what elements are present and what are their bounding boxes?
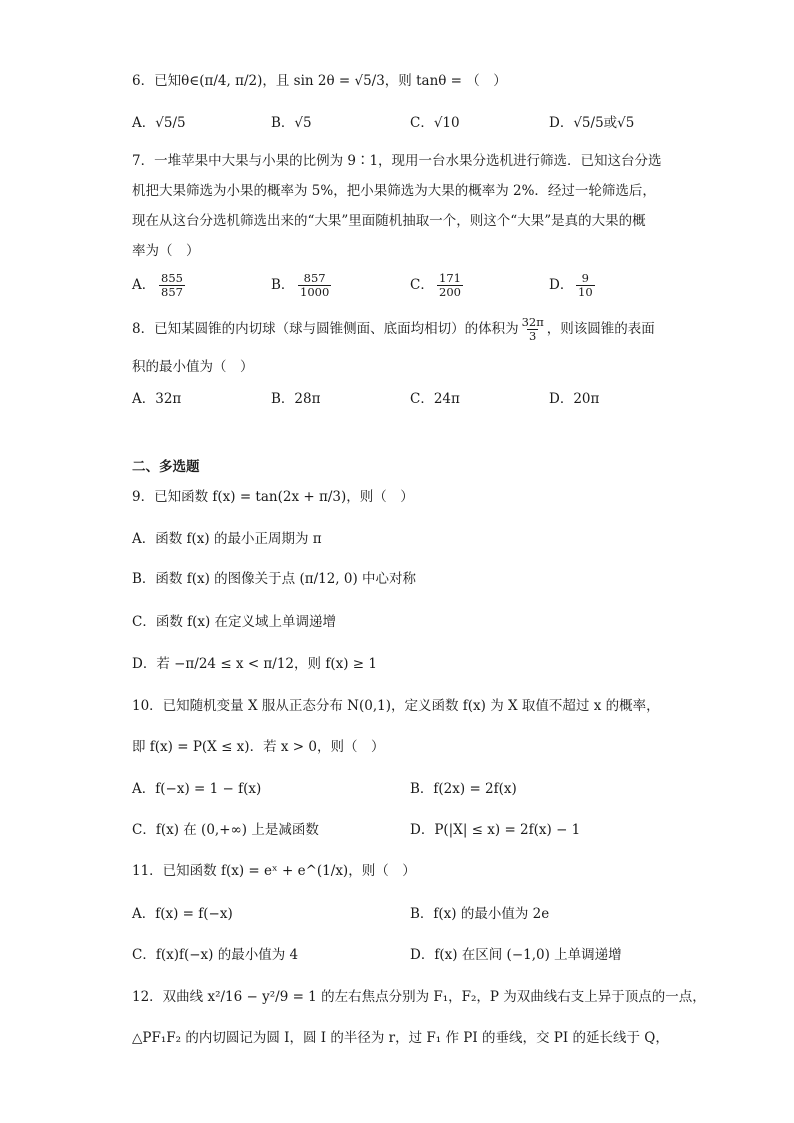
q8-option-d: D．20π [549, 391, 600, 407]
q7-option-c: C． $\frac{171}{200}$ [410, 271, 461, 299]
q7-a-denominator: 857 [161, 285, 183, 299]
q8-line-1 [132, 316, 692, 343]
q11-stem: 11．已知函数 f(x) = eˣ + e^(1/x)，则（ ） [132, 863, 416, 879]
q9-option-c: C．函数 f(x) 在定义域上单调递增 [132, 614, 337, 630]
q6-option-c: C．√10 [410, 115, 460, 131]
q10-line-2: 即 f(x) = P(X ≤ x)．若 x > 0，则（ ） [132, 739, 385, 755]
q8-line-1-post: ，则该圆锥的表面 [546, 321, 655, 337]
q11-option-a: A．f(x) = f(−x) [132, 906, 233, 922]
q7-c-denominator: 200 [439, 285, 461, 299]
q8-volume-denominator: 3 [529, 329, 537, 343]
q10-option-a: A．f(−x) = 1 − f(x) [132, 781, 262, 797]
q7-d-denominator: 10 [578, 285, 593, 299]
q12-line-1: 12．双曲线 x²/16 − y²/9 = 1 的左右焦点分别为 F₁，F₂，P 为双曲线右支上异于顶点的一点， [132, 989, 706, 1005]
q9-option-d: D．若 −π/24 ≤ x < π/12，则 f(x) ≥ 1 [132, 656, 377, 672]
q6-option-a: A．√5/5 [132, 115, 186, 131]
q7-c-numerator: 171 [439, 271, 461, 285]
q8-volume-numerator: 32π [521, 315, 544, 329]
section-heading-multi-choice: 二、多选题 [132, 459, 200, 475]
q9-option-a: A．函数 f(x) 的最小正周期为 π [132, 531, 322, 547]
q7-line-2: 机把大果筛选为小果的概率为 5%，把小果筛选为大果的概率为 2%．经过一轮筛选后， [132, 183, 656, 199]
q11-option-c: C．f(x)f(−x) 的最小值为 4 [132, 947, 299, 963]
q11-option-b: B．f(x) 的最小值为 2e [410, 906, 550, 922]
q7-b-denominator: 1000 [300, 285, 330, 299]
q9-option-b: B．函数 f(x) 的图像关于点 (π/12, 0) 中心对称 [132, 571, 417, 587]
q7-option-b: B． $\frac{857}{1000}$ [271, 271, 330, 299]
q7-option-a: A． $\frac{855}{857}$ [132, 271, 183, 299]
q7-option-d: D． $\frac{9}{10}$ [549, 271, 593, 299]
q7-line-1: 7．一堆苹果中大果与小果的比例为 9∶1，现用一台水果分选机进行筛选．已知这台分选 [132, 153, 662, 169]
q12-line-2: △PF₁F₂ 的内切圆记为圆 I，圆 I 的半径为 r，过 F₁ 作 PI 的垂线，交 PI 的延长线于 Q， [132, 1030, 669, 1046]
q6-option-b: B．√5 [271, 115, 312, 131]
q6-stem: 6．已知θ∈(π/4, π/2)，且 sin 2θ = √5/3，则 tanθ = （ ） [132, 73, 507, 89]
q7-line-4: 率为（ ） [132, 243, 200, 259]
q10-option-d: D．P(|X| ≤ x) = 2f(x) − 1 [410, 822, 581, 838]
q10-line-1: 10．已知随机变量 X 服从正态分布 N(0,1)，定义函数 f(x) 为 X 取值不超过 x 的概率， [132, 698, 660, 714]
q10-option-b: B．f(2x) = 2f(x) [410, 781, 517, 797]
q8-line-2: 积的最小值为（ ） [132, 359, 254, 375]
q10-option-c: C．f(x) 在 (0,+∞) 上是减函数 [132, 822, 319, 838]
q8-option-c: C．24π [410, 391, 460, 407]
q7-b-numerator: 857 [303, 271, 326, 285]
q8-line-1-pre: 8．已知某圆锥的内切球（球与圆锥侧面、底面均相切）的体积为 [132, 321, 519, 337]
q8-option-b: B．28π [271, 391, 321, 407]
q6-option-d: D．√5/5或√5 [549, 115, 635, 131]
q9-stem: 9．已知函数 f(x) = tan(2x + π/3)，则（ ） [132, 489, 414, 505]
q8-option-a: A．32π [132, 391, 182, 407]
q7-d-numerator: 9 [581, 271, 589, 285]
q7-a-numerator: 855 [161, 271, 183, 285]
q11-option-d: D．f(x) 在区间 (−1,0) 上单调递增 [410, 947, 622, 963]
q7-line-3: 现在从这台分选机筛选出来的“大果”里面随机抽取一个，则这个“大果”是真的大果的概 [132, 213, 646, 229]
